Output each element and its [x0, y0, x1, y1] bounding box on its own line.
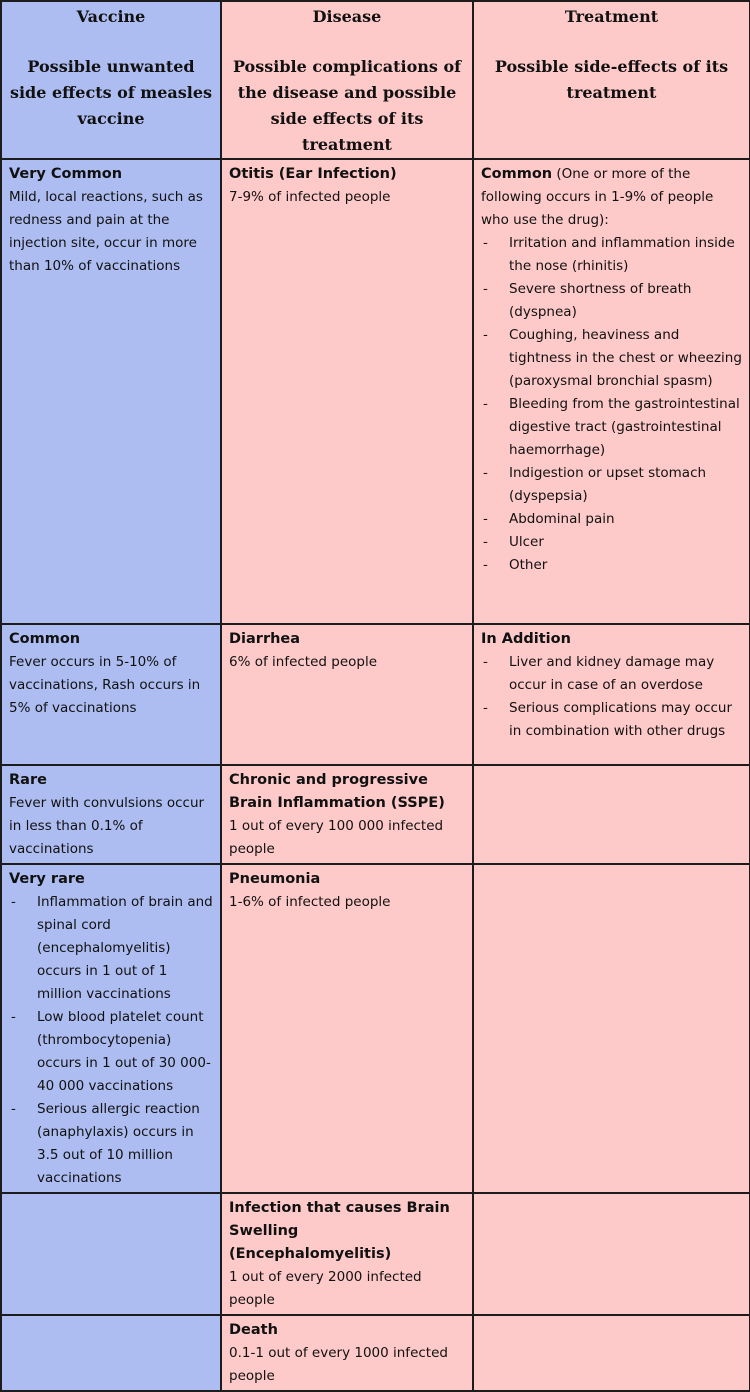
- vaccine-cell: [1, 1315, 221, 1391]
- treatment-header-subtitle: Possible side-effects of its treatment: [494, 57, 729, 102]
- cell-title: Common: [481, 166, 553, 182]
- cell-text: Fever occurs in 5-10% of vaccinations, Rash occurs in 5% of vaccinations: [9, 654, 201, 716]
- list-item: - Coughing, heaviness and tightness in the chest or wheezing (paroxysmal bronchial spasm): [481, 324, 742, 393]
- cell-text: 7-9% of infected people: [229, 189, 391, 205]
- table-row: [1, 1315, 750, 1391]
- cell-text: 6% of infected people: [229, 654, 378, 670]
- vaccine-cell: [1, 864, 221, 1193]
- treatment-cell: [473, 1193, 750, 1315]
- disease-header-subtitle: Possible complications of the disease and possible side effects of its treatment: [232, 57, 462, 154]
- vaccine-header-title: Vaccine: [76, 7, 146, 26]
- disease-cell: [221, 624, 473, 765]
- list-item: - Other: [481, 554, 742, 577]
- list-item: - Serious allergic reaction (anaphylaxis) occurs in 3.5 out of 10 million vaccinations: [9, 1098, 213, 1190]
- cell-title: In Addition: [481, 631, 571, 647]
- table-row: [1, 1193, 750, 1315]
- vaccine-header-subtitle: Possible unwanted side effects of measles vaccine: [9, 57, 213, 128]
- disease-cell: [221, 864, 473, 1193]
- cell-title: Diarrhea: [229, 631, 301, 647]
- cell-title: Very Common: [9, 166, 123, 182]
- treatment-cell: [473, 765, 750, 864]
- header-row: [1, 1, 750, 159]
- list-item: - Indigestion or upset stomach (dyspepsia): [481, 462, 742, 508]
- cell-title: Rare: [9, 772, 47, 788]
- list-item: - Liver and kidney damage may occur in case of an overdose: [481, 651, 742, 697]
- disease-cell: [221, 1315, 473, 1391]
- list-item: - Severe shortness of breath (dyspnea): [481, 278, 742, 324]
- cell-text: Mild, local reactions, such as redness and pain at the injection site, occur in more than 10% of vaccinations: [9, 189, 203, 274]
- cell-intro: [481, 163, 742, 232]
- cell-text: 1 out of every 100 000 infected people: [229, 818, 444, 857]
- list-item: - Ulcer: [481, 531, 742, 554]
- treatment-cell: [473, 864, 750, 1193]
- cell-title: Very rare: [9, 871, 85, 887]
- list-item: - Inflammation of brain and spinal cord (encephalomyelitis) occurs in 1 out of 1 million vaccinations: [9, 891, 213, 1006]
- disease-header-title: Disease: [312, 7, 382, 26]
- cell-title: Otitis (Ear Infection): [229, 166, 397, 182]
- disease-cell: [221, 765, 473, 864]
- treatment-list: [481, 651, 742, 743]
- vaccine-cell: [1, 765, 221, 864]
- cell-title: Common: [9, 631, 81, 647]
- cell-text: 1 out of every 2000 infected people: [229, 1269, 422, 1308]
- table-row: [1, 864, 750, 1193]
- treatment-cell: [473, 159, 750, 624]
- cell-text: Fever with convulsions occur in less than 0.1% of vaccinations: [9, 795, 205, 857]
- treatment-cell: [473, 624, 750, 765]
- cell-title: Death: [229, 1322, 278, 1338]
- cell-title: Chronic and progressive Brain Inflammation (SSPE): [229, 772, 445, 811]
- treatment-header: [473, 1, 750, 159]
- disease-cell: [221, 159, 473, 624]
- list-item: - Serious complications may occur in combination with other drugs: [481, 697, 742, 743]
- vaccine-list: [9, 891, 213, 1190]
- list-item: - Irritation and inflammation inside the nose (rhinitis): [481, 232, 742, 278]
- vaccine-cell: [1, 624, 221, 765]
- disease-cell: [221, 1193, 473, 1315]
- list-item: - Bleeding from the gastrointestinal digestive tract (gastrointestinal haemorrhage): [481, 393, 742, 462]
- list-item: - Low blood platelet count (thrombocytopenia) occurs in 1 out of 30 000-40 000 vaccinations: [9, 1006, 213, 1098]
- table-row: [1, 624, 750, 765]
- cell-text: 0.1-1 out of every 1000 infected people: [229, 1345, 448, 1384]
- table-row: [1, 765, 750, 864]
- treatment-header-title: Treatment: [564, 7, 659, 26]
- cell-text: 1-6% of infected people: [229, 894, 391, 910]
- vaccine-cell: [1, 1193, 221, 1315]
- vaccine-cell: [1, 159, 221, 624]
- table-row: [1, 159, 750, 624]
- cell-text: (One or more of the following occurs in 1-9% of people who use the drug):: [481, 166, 714, 228]
- cell-title: Infection that causes Brain Swelling (Encephalomyelitis): [229, 1200, 450, 1262]
- cell-title: Pneumonia: [229, 871, 321, 887]
- disease-header: [221, 1, 473, 159]
- treatment-list: [481, 232, 742, 577]
- vaccine-header: [1, 1, 221, 159]
- treatment-cell: [473, 1315, 750, 1391]
- list-item: - Abdominal pain: [481, 508, 742, 531]
